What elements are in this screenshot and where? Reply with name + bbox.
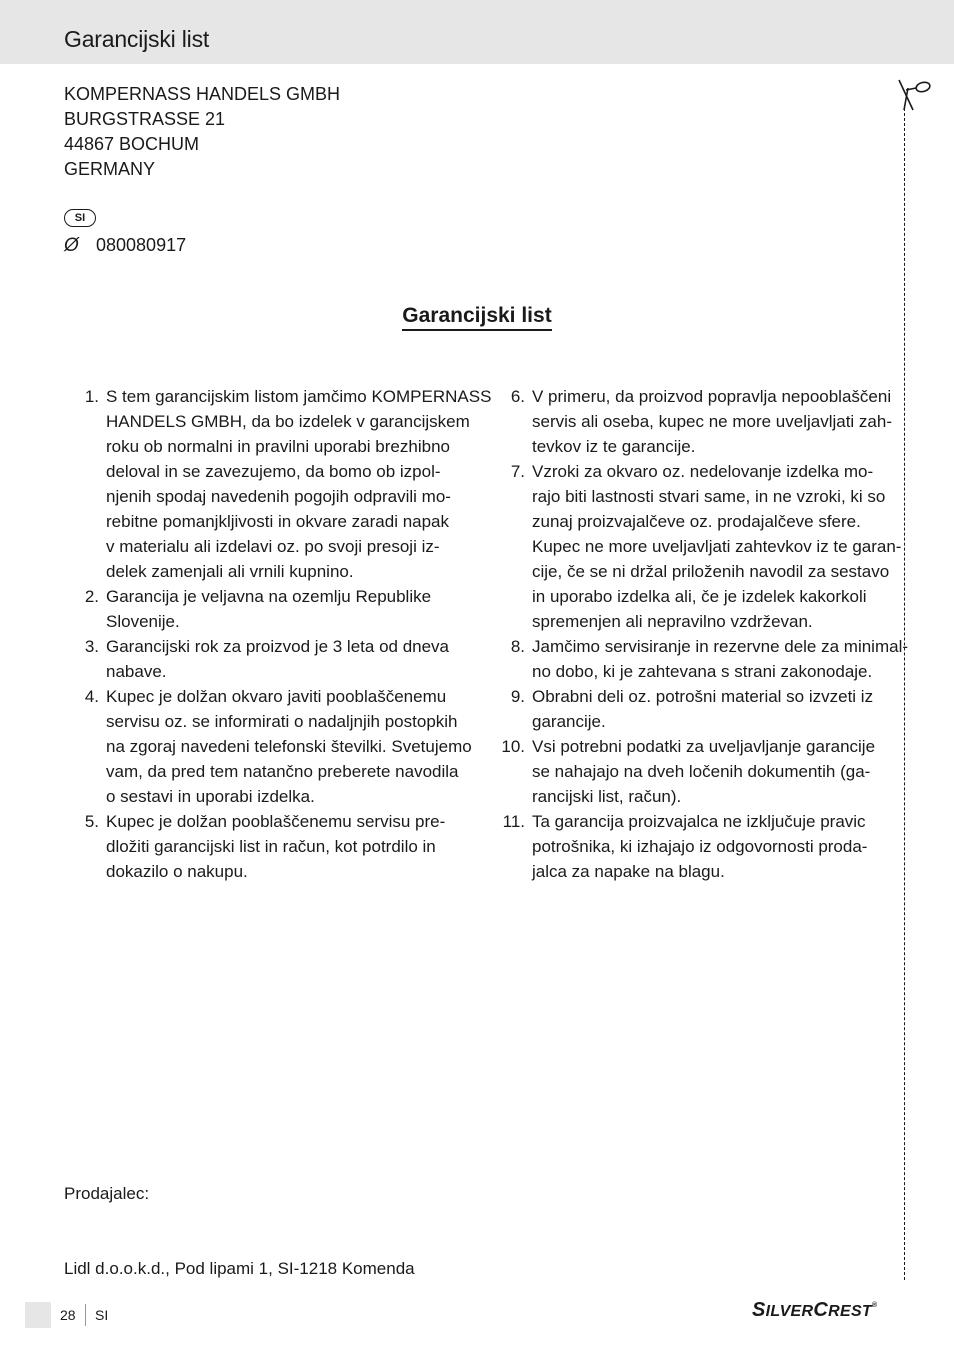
list-item-number: 2. (84, 587, 99, 606)
list-item (490, 384, 893, 459)
list-item-line: dložiti garancijski list in račun, kot potrdilo in (106, 837, 436, 856)
list-item-line: rebitne pomanjkljivosti in okvare zaradi napak (106, 512, 450, 531)
list-item-line: Kupec je dolžan pooblaščenemu servisu pre- (106, 812, 446, 831)
list-item-line: tevkov iz te garancije. (532, 437, 696, 456)
list-item-line: vam, da pred tem natančno preberete navodila (106, 762, 459, 781)
list-item-line: o sestavi in uporabi izdelka. (106, 787, 315, 806)
list-item (64, 684, 472, 809)
list-item-line: Obrabni deli oz. potrošni material so izvzeti iz (532, 687, 874, 706)
address-line: BURGSTRASSE 21 (64, 109, 226, 129)
list-item-text (525, 384, 892, 459)
list-item-line: potrošnika, ki izhajajo iz odgovornosti proda- (532, 837, 868, 856)
header-title: Garancijski list (64, 26, 210, 52)
phone-icon: Ø (64, 235, 79, 256)
list-item (490, 459, 902, 634)
list-item-line: cije, če se ni držal priloženih navodil za sestavo (532, 562, 890, 581)
seller-label: Prodajalec: (64, 1184, 150, 1203)
list-item-number: 7. (510, 462, 525, 481)
list-item-line: roku ob normalni in pravilni uporabi brezhibno (106, 437, 450, 456)
list-item-number: 10. (501, 737, 525, 756)
list-item-text (525, 459, 901, 634)
manufacturer-address (64, 82, 340, 182)
terms-column-right (490, 384, 909, 884)
footer-separator (85, 1304, 86, 1326)
list-item-number: 4. (84, 687, 99, 706)
list-item-line: Garancija je veljavna na ozemlju Republike (106, 587, 432, 606)
list-item-line: HANDELS GMBH, da bo izdelek v garancijskem (106, 412, 470, 431)
phone-number: 080080917 (96, 235, 187, 255)
list-item (490, 734, 890, 809)
list-item (64, 634, 464, 684)
footer-square (25, 1302, 51, 1328)
list-item (490, 809, 890, 884)
list-item (64, 809, 464, 884)
list-item-text (99, 584, 464, 634)
list-item-text (99, 809, 464, 884)
address-line: KOMPERNASS HANDELS GMBH (64, 84, 341, 104)
section-title (0, 304, 954, 328)
list-item-line: Vsi potrebni podatki za uveljavljanje garancije (532, 737, 876, 756)
seller-address: Lidl d.o.o.k.d., Pod lipami 1, SI-1218 Komenda (64, 1259, 415, 1278)
list-item-number: 3. (84, 637, 99, 656)
page-number: 28 (60, 1307, 76, 1323)
list-item-line: no dobo, ki je zahtevana s strani zakonodaje. (532, 662, 873, 681)
list-item-line: delek zamenjali ali vrnili kupnino. (106, 562, 354, 581)
address-line: 44867 BOCHUM (64, 134, 200, 154)
list-item-number: 11. (502, 812, 525, 831)
list-item-text (525, 809, 890, 884)
list-item-line: nabave. (106, 662, 167, 681)
list-item-line: V primeru, da proizvod popravlja nepooblaščeni (532, 387, 892, 406)
list-item-line: jalca za napake na blagu. (532, 862, 725, 881)
list-item (64, 584, 464, 634)
list-item-line: servis ali oseba, kupec ne more uveljavljati zah- (532, 412, 893, 431)
list-item-text (525, 684, 890, 734)
terms-column-left (64, 384, 492, 884)
list-item-line: rancijski list, račun). (532, 787, 682, 806)
list-item-number: 8. (510, 637, 525, 656)
list-item-line: in uporabo izdelka ali, če je izdelek kakorkoli (532, 587, 867, 606)
scissors-icon (890, 74, 934, 114)
list-item-line: zunaj proizvajalčeve oz. prodajalčeve sfere. (532, 512, 861, 531)
list-item-text (525, 734, 890, 809)
list-item-line: Vzroki za okvaro oz. nedelovanje izdelka mo- (532, 462, 874, 481)
list-item-line: Kupec je dolžan okvaro javiti pooblaščenemu (106, 687, 447, 706)
header-band (0, 0, 954, 64)
list-item-line: rajo biti lastnosti stvari same, in ne vzroki, ki so (532, 487, 886, 506)
list-item-text (99, 634, 464, 684)
list-item-line: se nahajajo na dveh ločenih dokumentih (ga- (532, 762, 871, 781)
list-item-line: servisu oz. se informirati o nadaljnjih postopkih (106, 712, 458, 731)
section-title-text: Garancijski list (402, 304, 551, 331)
list-item-line: deloval in se zavezujemo, da bomo ob izpol- (106, 462, 441, 481)
list-item-number: 9. (510, 687, 525, 706)
country-badge: SI (64, 209, 96, 227)
list-item-line: Ta garancija proizvajalca ne izključuje pravic (532, 812, 866, 831)
brand-logo: SILVERCREST® (752, 1299, 878, 1321)
list-item-line: garancije. (532, 712, 606, 731)
list-item-line: v materialu ali izdelavi oz. po svoji presoji iz- (106, 537, 440, 556)
list-item (64, 384, 492, 584)
list-item (490, 634, 909, 684)
footer-language: SI (95, 1307, 109, 1323)
list-item-line: S tem garancijskim listom jamčimo KOMPERNASS (106, 387, 492, 406)
list-item-text (525, 634, 908, 684)
list-item-line: na zgoraj navedeni telefonski številki. Svetujemo (106, 737, 472, 756)
list-item-number: 5. (84, 812, 99, 831)
list-item-line: Jamčimo servisiranje in rezervne dele za minimal- (532, 637, 909, 656)
phone-row (64, 233, 186, 258)
list-item-line: spremenjen ali nepravilno vzdrževan. (532, 612, 813, 631)
list-item-line: Garancijski rok za proizvod je 3 leta od dneva (106, 637, 450, 656)
list-item-number: 6. (510, 387, 525, 406)
list-item-line: dokazilo o nakupu. (106, 862, 248, 881)
address-line: GERMANY (64, 159, 156, 179)
list-item-line: njenih spodaj navedenih pogojih odpravili mo- (106, 487, 451, 506)
list-item-text (99, 684, 472, 809)
list-item-number: 1. (84, 387, 99, 406)
cut-line (904, 108, 905, 1280)
list-item-text (99, 384, 491, 584)
list-item-line: Kupec ne more uveljavljati zahtevkov iz te garan- (532, 537, 902, 556)
list-item (490, 684, 890, 734)
list-item-line: Slovenije. (106, 612, 180, 631)
